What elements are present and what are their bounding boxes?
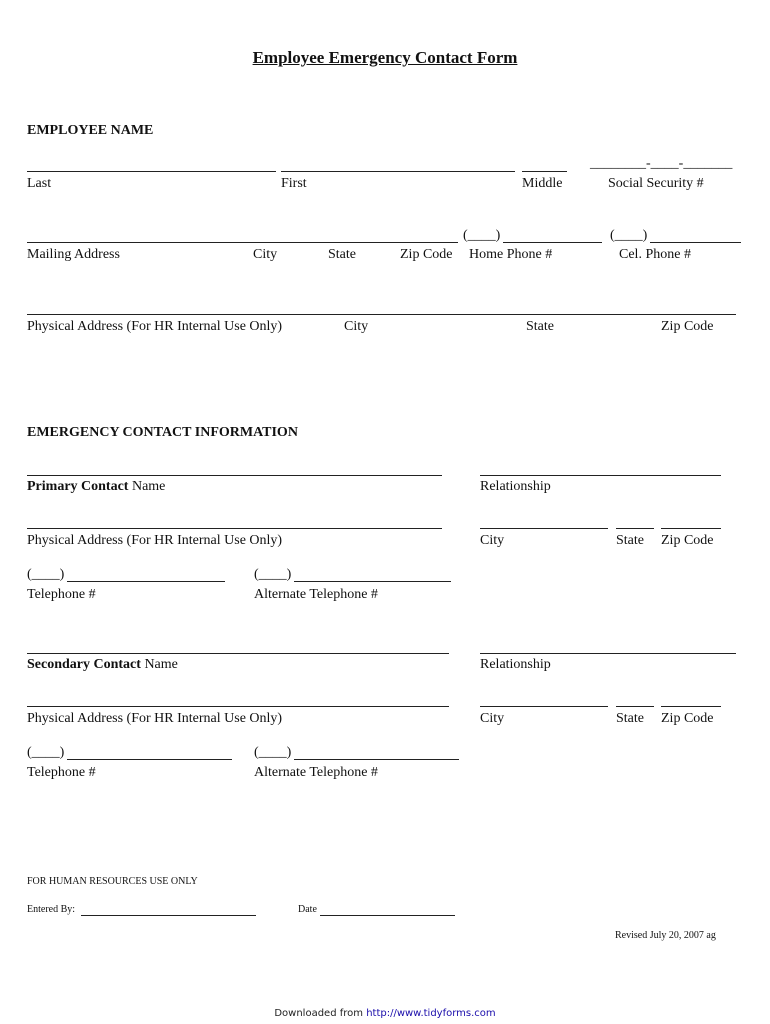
primary-relationship-field[interactable] <box>480 475 721 476</box>
secondary-zip-label: Zip Code <box>661 711 714 726</box>
footer-prefix: Downloaded from <box>274 1008 367 1019</box>
primary-city-label: City <box>480 533 505 548</box>
mailing-city-label: City <box>253 247 278 262</box>
primary-state-label: State <box>616 533 644 548</box>
secondary-alt-phone-label: Alternate Telephone # <box>254 765 378 780</box>
primary-phone-label: Telephone # <box>27 587 96 602</box>
cel-phone-field[interactable] <box>650 242 741 243</box>
primary-alt-phone-field[interactable] <box>294 581 451 582</box>
middle-label: Middle <box>522 176 563 191</box>
secondary-alt-phone-field[interactable] <box>294 759 459 760</box>
primary-alt-phone-label: Alternate Telephone # <box>254 587 378 602</box>
mailing-address-label: Mailing Address <box>27 247 120 262</box>
cel-phone-label: Cel. Phone # <box>619 247 691 262</box>
primary-address-label: Physical Address (For HR Internal Use Only) <box>27 533 283 548</box>
primary-state-field[interactable] <box>616 528 654 529</box>
secondary-phone-field[interactable] <box>67 759 232 760</box>
emergency-heading: EMERGENCY CONTACT INFORMATION <box>27 425 298 440</box>
primary-address-field[interactable] <box>27 528 442 529</box>
secondary-zip-field[interactable] <box>661 706 721 707</box>
tidyforms-link[interactable]: http://www.tidyforms.com <box>366 1008 496 1019</box>
secondary-phone-area-code[interactable]: (____) <box>27 745 65 760</box>
date-field[interactable] <box>320 915 455 916</box>
entered-by-field[interactable] <box>81 915 256 916</box>
primary-phone-field[interactable] <box>67 581 225 582</box>
primary-zip-label: Zip Code <box>661 533 714 548</box>
home-phone-field[interactable] <box>503 242 602 243</box>
secondary-alt-phone-area-code[interactable]: (____) <box>254 745 292 760</box>
entered-by-label: Entered By: <box>27 904 76 915</box>
secondary-relationship-field[interactable] <box>480 653 736 654</box>
secondary-city-field[interactable] <box>480 706 608 707</box>
secondary-city-label: City <box>480 711 505 726</box>
physical-state-label: State <box>526 319 554 334</box>
mailing-zip-label: Zip Code <box>400 247 453 262</box>
ssn-label: Social Security # <box>608 176 704 191</box>
physical-address-label: Physical Address (For HR Internal Use Only) <box>27 319 283 334</box>
ssn-field[interactable]: ________-____-_______ <box>590 156 733 171</box>
last-name-field[interactable] <box>27 171 276 172</box>
primary-city-field[interactable] <box>480 528 608 529</box>
secondary-name-label: Secondary Contact Name <box>27 657 178 672</box>
revised-note: Revised July 20, 2007 ag <box>615 930 716 941</box>
employee-name-heading: EMPLOYEE NAME <box>27 123 154 138</box>
date-label: Date <box>298 904 317 915</box>
primary-name-label: Primary Contact Name <box>27 479 166 494</box>
primary-relationship-label: Relationship <box>480 479 551 494</box>
secondary-state-label: State <box>616 711 644 726</box>
secondary-relationship-label: Relationship <box>480 657 551 672</box>
physical-zip-label: Zip Code <box>661 319 714 334</box>
secondary-address-field[interactable] <box>27 706 449 707</box>
secondary-name-field[interactable] <box>27 653 449 654</box>
physical-city-label: City <box>344 319 369 334</box>
home-phone-label: Home Phone # <box>469 247 553 262</box>
primary-phone-area-code[interactable]: (____) <box>27 567 65 582</box>
primary-alt-phone-area-code[interactable]: (____) <box>254 567 292 582</box>
mailing-state-label: State <box>328 247 356 262</box>
primary-zip-field[interactable] <box>661 528 721 529</box>
form-title: Employee Emergency Contact Form <box>252 48 518 67</box>
download-footer <box>0 1008 770 1019</box>
physical-address-field[interactable] <box>27 314 736 315</box>
secondary-phone-label: Telephone # <box>27 765 96 780</box>
secondary-state-field[interactable] <box>616 706 654 707</box>
first-label: First <box>281 176 307 191</box>
cel-phone-area-code[interactable]: (____) <box>610 228 648 243</box>
primary-name-field[interactable] <box>27 475 442 476</box>
secondary-address-label: Physical Address (For HR Internal Use Only) <box>27 711 283 726</box>
home-phone-area-code[interactable]: (____) <box>463 228 501 243</box>
middle-name-field[interactable] <box>522 171 567 172</box>
last-label: Last <box>27 176 52 191</box>
mailing-address-field[interactable] <box>27 242 458 243</box>
first-name-field[interactable] <box>281 171 515 172</box>
hr-use-heading: FOR HUMAN RESOURCES USE ONLY <box>27 876 198 887</box>
